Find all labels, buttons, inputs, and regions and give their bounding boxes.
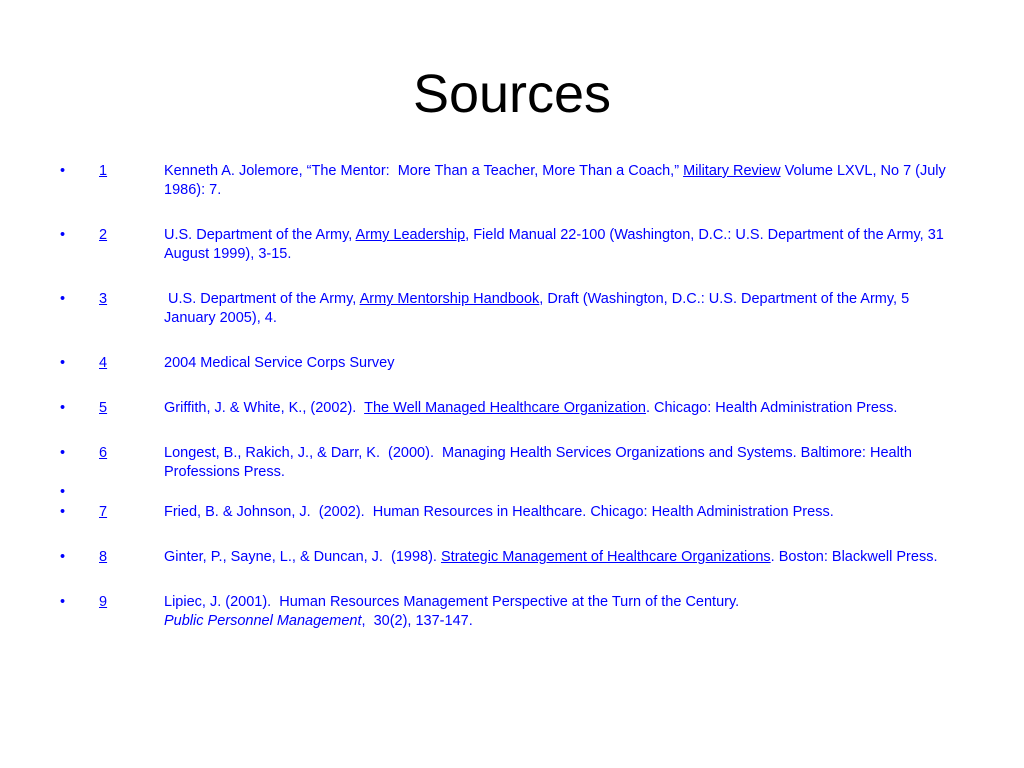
source-citation [164,354,954,373]
list-spacer [0,522,1024,548]
bullet: • [60,484,66,500]
source-item [0,548,1024,567]
list-spacer [0,418,1024,444]
source-item [0,444,1024,482]
source-number-link[interactable]: 5 [99,400,108,416]
citation-title-link[interactable]: Army Leadership [355,227,466,243]
bullet: • [60,445,66,461]
citation-text: . Chicago: Health Administration Press. [645,400,898,416]
bullet: • [60,400,66,416]
bullet: • [60,504,66,520]
source-citation [164,226,954,264]
bullet: • [60,291,66,307]
source-number-link[interactable]: 6 [99,445,108,461]
source-number-link[interactable]: 4 [99,355,108,371]
source-citation [164,444,954,482]
citation-title-link[interactable]: The Well Managed Healthcare Organization [364,400,646,416]
citation-title-link[interactable]: Army Mentorship Handbook [359,291,540,307]
citation-text: , 30(2), 137-147. [361,613,473,629]
citation-text: Fried, B. & Johnson, J. (2002). Human Resources in Healthcare. Chicago: Health Administration Press. [164,504,834,520]
source-number-link[interactable]: 7 [99,504,108,520]
source-citation [164,593,954,631]
list-spacer [0,328,1024,354]
citation-text: Lipiec, J. (2001). Human Resources Management Perspective at the Turn of the Century. [164,594,740,610]
citation-journal: Public Personnel Management [164,613,362,629]
citation-title-link[interactable]: Strategic Management of Healthcare Organizations [441,549,771,565]
source-citation [164,548,954,567]
citation-text: U.S. Department of the Army, [164,227,356,243]
source-citation [164,399,954,418]
source-number-link[interactable]: 2 [99,227,108,243]
source-item [0,593,1024,631]
citation-title-link[interactable]: Military Review [683,163,781,179]
source-item [0,399,1024,418]
list-spacer [0,200,1024,226]
list-spacer [0,373,1024,399]
bullet: • [60,594,66,610]
citation-text: U.S. Department of the Army, [164,291,360,307]
bullet: • [60,355,66,371]
citation-text: , Field Manual 22-100 (Washington, D.C.: U.S. Department of the Army, 31 August 1999), 3-15. [164,227,944,262]
source-item [0,483,1024,502]
citation-text: Longest, B., Rakich, J., & Darr, K. (2000). Managing Health Services Organizations and Systems. Baltimore: Health Professions Press. [164,445,912,480]
list-spacer [0,567,1024,593]
source-item [0,290,1024,328]
source-number-link[interactable]: 8 [99,549,108,565]
source-citation [164,483,954,502]
source-list [0,162,1024,631]
citation-text: Griffith, J. & White, K., (2002). [164,400,365,416]
source-item [0,162,1024,200]
list-spacer [0,264,1024,290]
source-item [0,503,1024,522]
bullet: • [60,227,66,243]
source-item [0,354,1024,373]
source-item [0,226,1024,264]
source-citation [164,503,954,522]
citation-text: , Draft (Washington, D.C.: U.S. Department of the Army, 5 January 2005), 4. [164,291,910,326]
bullet: • [60,549,66,565]
citation-text: 2004 Medical Service Corps Survey [164,355,395,371]
source-citation [164,290,954,328]
bullet: • [60,163,66,179]
citation-text: Ginter, P., Sayne, L., & Duncan, J. (1998). [164,549,441,565]
source-citation [164,162,954,200]
source-number-link[interactable]: 1 [99,163,108,179]
citation-text: Volume LXVL, No 7 (July 1986): 7. [164,163,946,198]
source-number-link[interactable]: 3 [99,291,108,307]
source-number-link[interactable]: 9 [99,594,108,610]
citation-text: Kenneth A. Jolemore, “The Mentor: More Than a Teacher, More Than a Coach,” [164,163,684,179]
citation-text: . Boston: Blackwell Press. [770,549,938,565]
page-title: Sources [412,64,612,124]
